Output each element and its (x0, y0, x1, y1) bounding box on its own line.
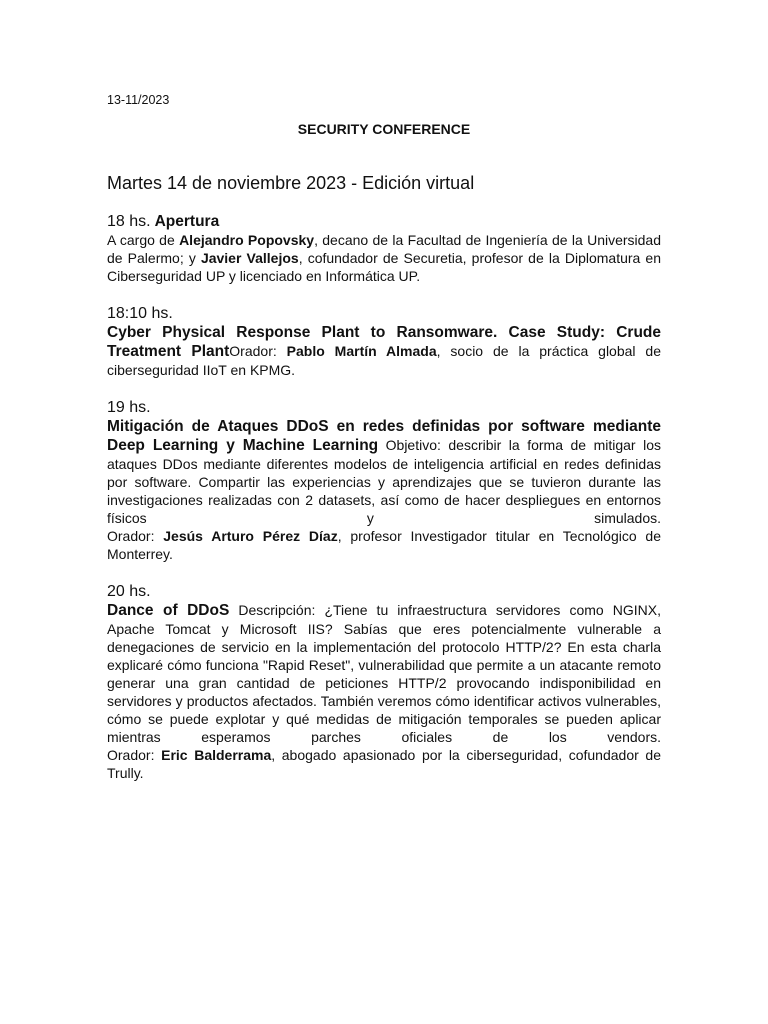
description-text: Objetivo: describir la forma de mitigar los ataques DDos mediante diferentes modelos de inteligencia artificial en redes definidas por software. Compartir las experiencias y aprendizajes que se tuvieron durante las investigaciones realizadas con 2 datasets, así como de hacer despliegues en entornos físicos y simulados. (107, 437, 661, 526)
description-text: Descripción: ¿Tiene tu infraestructura servidores como NGINX, Apache Tomcat y Microsoft IIS? Sabías que eres potencialmente vulnerable a denegaciones de servicio en la implementación del protocolo HTTP/2? En esta charla explicaré cómo funciona "Rapid Reset", vulnerabilidad que permite a un atacante remoto generar una gran cantidad de peticiones HTTP/2 provocando indisponibilidad en servidores y productos afectados. También veremos cómo identificar activos vulnerables, cómo se puede explotar y qué medidas de mitigación temporales se pueden aplicar mientras esperamos parches oficiales de los vendors. (107, 602, 661, 745)
session-title: Dance of DDoS (107, 602, 230, 619)
speaker-bio: , profesor Investigador titular en Tecnológico de Monterrey. (107, 528, 661, 562)
document-page (107, 92, 661, 782)
document-date: 13-11/2023 (107, 93, 170, 107)
session-time: 19 hs. (107, 399, 151, 416)
speaker-name: Eric Balderrama (161, 747, 272, 763)
conference-title: SECURITY CONFERENCE (297, 121, 471, 137)
session-title: Apertura (154, 213, 220, 230)
speaker-line (107, 527, 661, 563)
session-time-line (107, 212, 661, 231)
session-title: Cyber Physical Response Plant to Ransomware. Case Study: Crude Treatment Plant (107, 324, 661, 360)
speaker-bio: , abogado apasionado por la ciberseguridad, cofundador de Trully. (107, 747, 661, 781)
orador-label: Orador: (229, 343, 287, 359)
day-title: Martes 14 de noviembre 2023 - Edición virtual (107, 173, 475, 193)
speaker-name: Alejandro Popovsky (179, 232, 315, 248)
session-cyber-physical (107, 304, 661, 379)
speaker-line (107, 746, 661, 782)
session-opening (107, 212, 661, 285)
orador-label: Orador: (107, 528, 164, 544)
session-description (107, 231, 661, 285)
session-time: 18:10 hs. (107, 305, 173, 322)
session-description (107, 601, 661, 746)
session-title: Mitigación de Ataques DDoS en redes definidas por software mediante Deep Learning y Machine Learning (107, 418, 661, 454)
session-dance-of-ddos (107, 582, 661, 782)
description-text: , decano de la Facultad de Ingeniería de la Universidad de Palermo; y (107, 232, 662, 266)
speaker-bio: , socio de la práctica global de ciberseguridad IIoT en KPMG. (107, 343, 661, 378)
speaker-name: Pablo Martín Almada (286, 343, 437, 359)
description-text: A cargo de (107, 232, 180, 248)
session-description (107, 417, 661, 527)
session-ddos-mitigation (107, 398, 661, 563)
description-text: , cofundador de Securetia, profesor de la Diplomatura en Ciberseguridad UP y licenciado en Informática UP. (107, 250, 662, 284)
session-description (107, 323, 661, 379)
speaker-name: Jesús Arturo Pérez Díaz (163, 528, 338, 544)
session-time: 20 hs. (107, 583, 151, 600)
orador-label: Orador: (107, 747, 162, 763)
session-time: 18 hs. (107, 213, 151, 230)
speaker-name: Javier Vallejos (200, 250, 299, 266)
